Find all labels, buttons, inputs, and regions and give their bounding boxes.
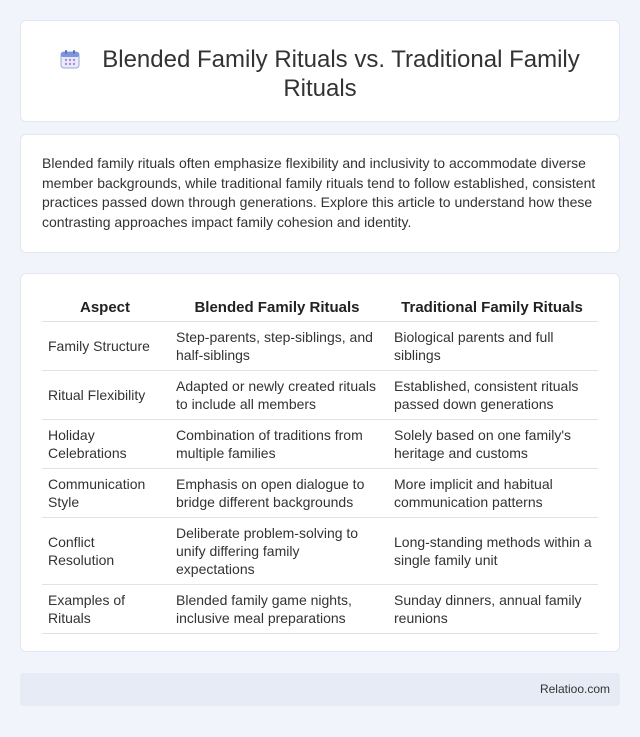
table-cell-blended: Adapted or newly created rituals to include all members	[168, 371, 386, 420]
footer-bar	[20, 673, 620, 706]
table-header-row	[42, 295, 598, 322]
comparison-table	[42, 295, 598, 634]
calendar-icon	[60, 47, 80, 67]
table-cell-traditional: Established, consistent rituals passed down generations	[386, 371, 598, 420]
column-header-blended: Blended Family Rituals	[168, 295, 386, 322]
column-header-aspect: Aspect	[42, 295, 168, 322]
footer-brand[interactable]: Relatioo.com	[539, 682, 610, 696]
title-card	[20, 20, 620, 122]
table-cell-blended: Step-parents, step-siblings, and half-siblings	[168, 322, 386, 371]
table-cell-aspect: Communication Style	[42, 469, 168, 518]
table-row	[42, 371, 598, 420]
table-cell-traditional: Sunday dinners, annual family reunions	[386, 585, 598, 634]
intro-paragraph: Blended family rituals often emphasize flexibility and inclusivity to accommodate diverse member backgrounds, while traditional family rituals tend to follow established, consistent practices passed down through generations. Explore this article to understand how these contrasting approaches impact family cohesion and identity.	[42, 155, 596, 230]
page-title: Blended Family Rituals vs. Traditional Family Rituals	[102, 46, 580, 102]
table-cell-blended: Emphasis on open dialogue to bridge different backgrounds	[168, 469, 386, 518]
page-title-wrap	[21, 45, 619, 103]
table-cell-traditional: Solely based on one family's heritage and customs	[386, 420, 598, 469]
table-row	[42, 518, 598, 585]
column-header-traditional: Traditional Family Rituals	[386, 295, 598, 322]
table-row	[42, 322, 598, 371]
table-cell-blended: Blended family game nights, inclusive meal preparations	[168, 585, 386, 634]
table-cell-aspect: Ritual Flexibility	[42, 371, 168, 420]
comparison-card	[20, 273, 620, 652]
table-cell-aspect: Examples of Rituals	[42, 585, 168, 634]
table-cell-traditional: More implicit and habitual communication patterns	[386, 469, 598, 518]
table-cell-traditional: Biological parents and full siblings	[386, 322, 598, 371]
table-cell-aspect: Family Structure	[42, 322, 168, 371]
table-row	[42, 469, 598, 518]
table-cell-blended: Deliberate problem-solving to unify differing family expectations	[168, 518, 386, 585]
table-cell-traditional: Long-standing methods within a single family unit	[386, 518, 598, 585]
table-cell-aspect: Holiday Celebrations	[42, 420, 168, 469]
table-row	[42, 420, 598, 469]
intro-card	[20, 134, 620, 253]
table-row	[42, 585, 598, 634]
table-cell-aspect: Conflict Resolution	[42, 518, 168, 585]
table-cell-blended: Combination of traditions from multiple families	[168, 420, 386, 469]
